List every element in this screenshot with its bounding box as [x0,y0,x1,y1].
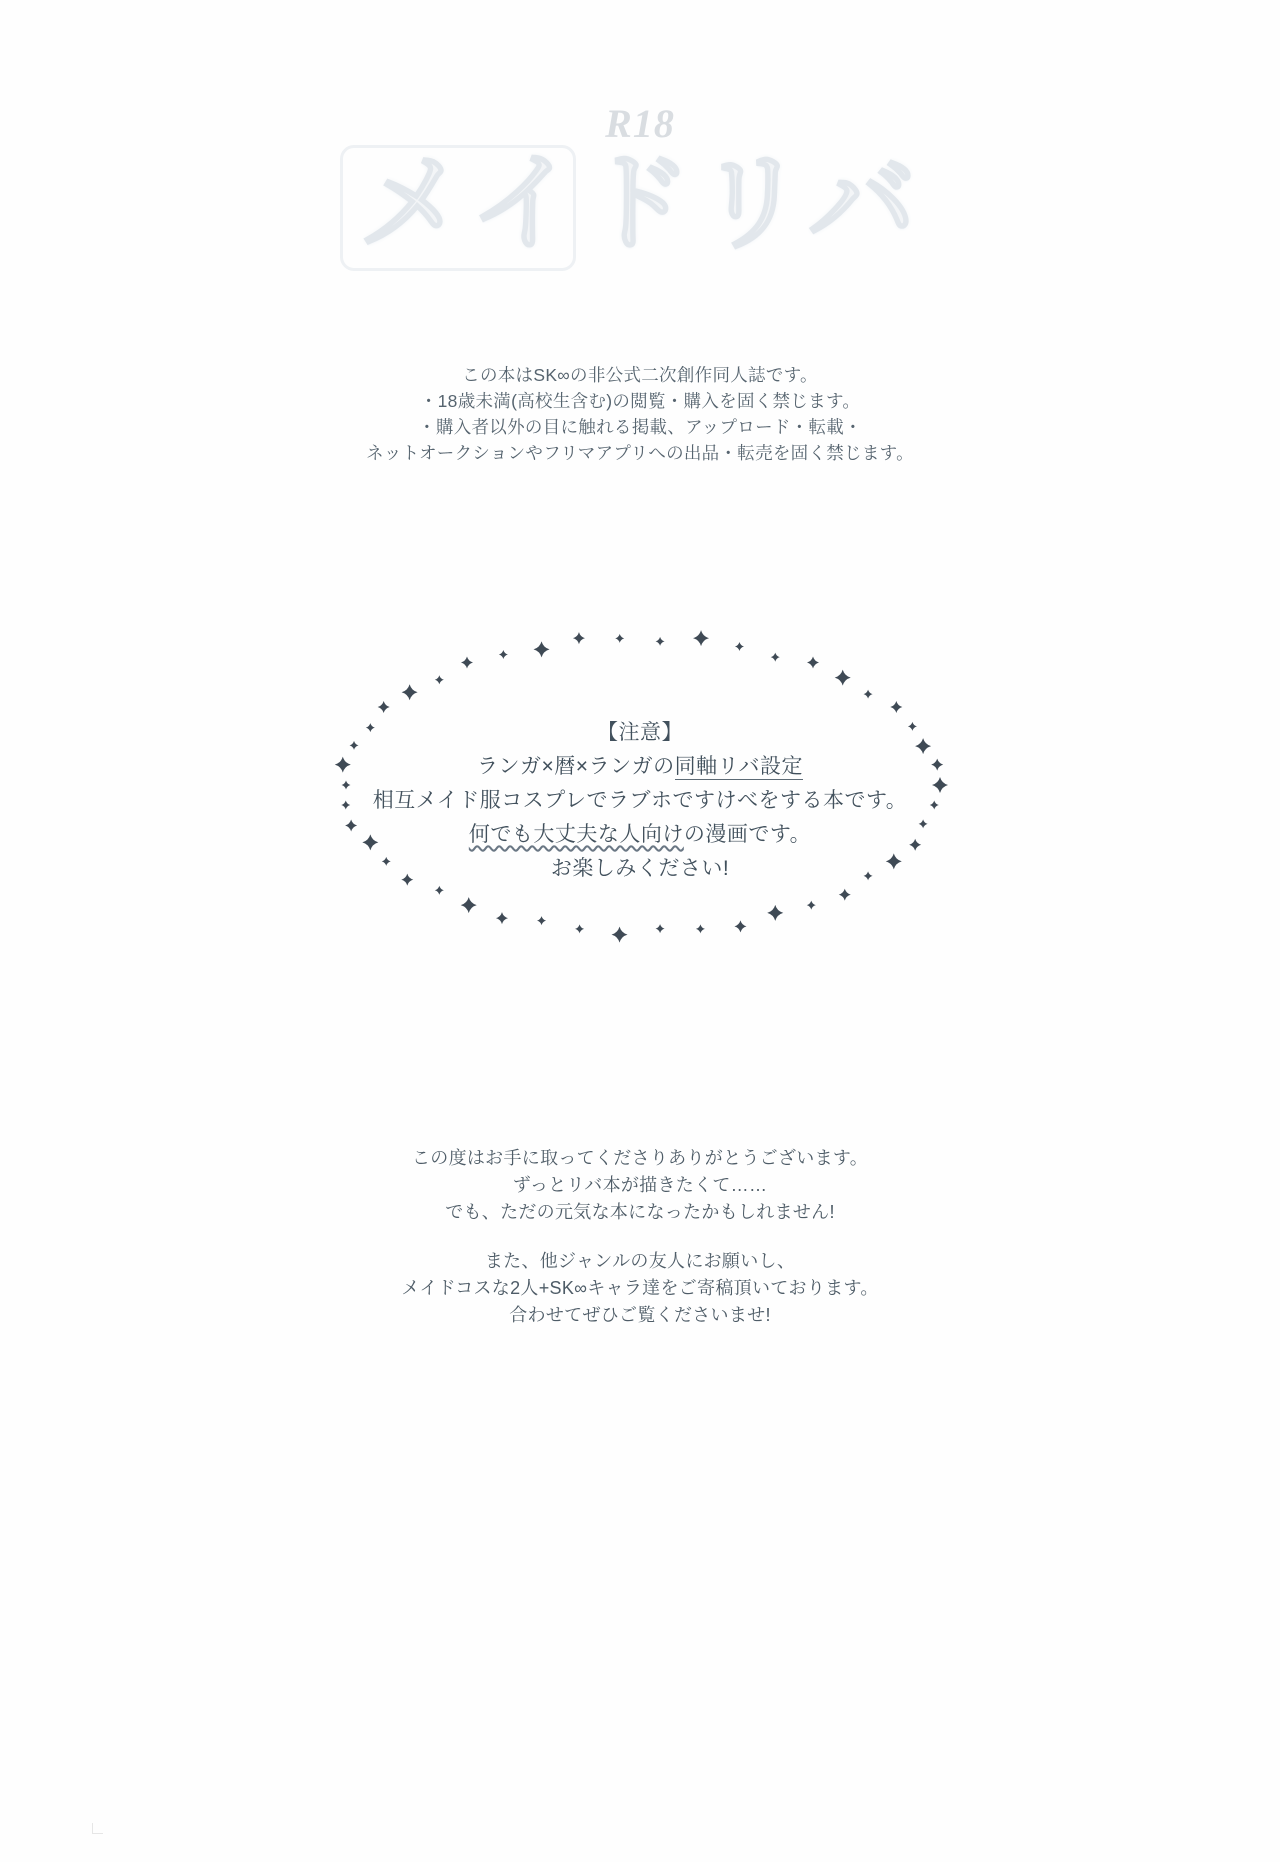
caution-line-2: 相互メイド服コスプレでラブホですけべをする本です。 [372,789,908,812]
notice-line: ・購入者以外の目に触れる掲載、アップロード・転載・ [418,417,862,437]
page-corner-mark [92,1823,103,1834]
caution-line-3a: 何でも大丈夫な人向け [468,823,684,846]
logo-frame-decoration [340,145,576,271]
book-title-logo: メイドリバ [357,141,923,266]
afterword-line: この度はお手に取ってくださりありがとうございます。 [411,1148,869,1168]
afterword-line: また、他ジャンルの友人にお願いし、 [484,1251,796,1271]
logo-wrap [358,141,923,270]
afterword-line: 合わせてぜひご覧くださいませ! [509,1305,771,1325]
afterword-line: ずっとリバ本が描きたくて…… [512,1175,768,1195]
afterword-line: メイドコスな2人+SK∞キャラ達をご寄稿頂いております。 [401,1278,879,1298]
notice-line: この本はSK∞の非公式二次創作同人誌です。 [462,365,818,385]
notice-line: ネットオークションやフリマアプリへの出品・転売を固く禁じます。 [366,443,914,463]
title-block [0,100,1280,270]
caution-line-3 [320,818,960,852]
caution-line-1b: 同軸リバ設定 [674,755,803,778]
notice-line: ・18歳未満(高校生含む)の閲覧・購入を固く禁じます。 [419,391,861,411]
caution-line-1 [320,750,960,784]
afterword-line: でも、ただの元気な本になったかもしれません! [445,1202,835,1222]
caution-heading: 【注意】 [597,721,683,744]
caution-oval-section [320,620,960,950]
caution-line-1a: ランガ×暦×ランガの [477,755,675,778]
paragraph-spacer [0,1226,1280,1248]
afterword-block [0,1145,1280,1329]
legal-notice-block [0,362,1280,466]
caution-text [320,716,960,886]
caution-line-4: お楽しみください! [550,857,730,880]
rating-label: R18 [605,101,675,146]
caution-line-3b: の漫画です。 [683,823,812,846]
